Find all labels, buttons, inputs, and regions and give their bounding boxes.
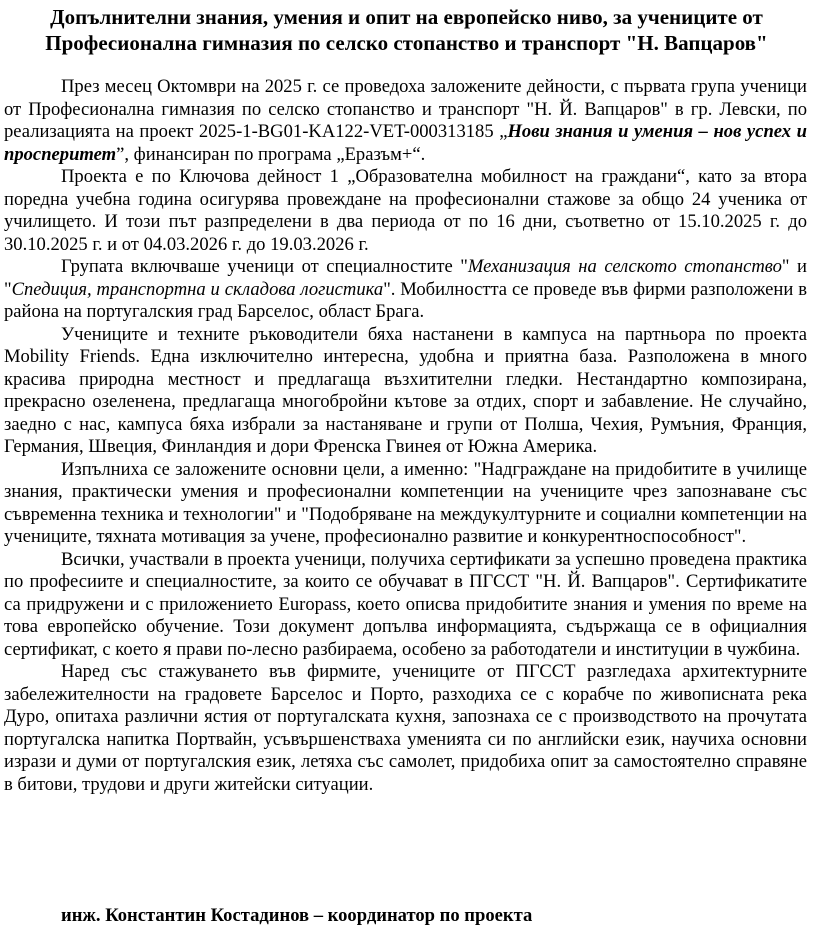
paragraph-certificates: Всички, участвали в проекта ученици, получиха сертификати за успешно проведена практика по професиите и специалностите, за които се обучават в ПГССТ "Н. Й. Вапцаров". Сертификатите са придружени и с приложението Europass, което описва придобитите знания и умения по време на това европейско обучение. Този документ допълва информацията, съдържаща се в официалния сертификат, с което я прави по-лесно разбираема, особено за работодатели и институции в чужбина. — [4, 548, 807, 660]
paragraph-1-text-a: През месец Октомври на 2025 г. се проведоха заложените дейности, с първата група ученици от Професионална гимназия по селско стопанство и транспорт "Н. Й. Вапцаров" в гр. Левски, по реализацията на проект 2025-1-BG01-KA122-VET-000313185 „ — [4, 76, 807, 142]
specialty-logistics: Спедиция, транспортна и складова логистика — [11, 278, 384, 300]
document-title — [0, 4, 813, 56]
project-name: Нови знания и умения – нов успех и просперитет — [4, 121, 807, 165]
title-line-2: Професионална гимназия по селско стопанство и транспорт "Н. Вапцаров" — [45, 31, 768, 55]
paragraph-project-intro — [4, 76, 807, 166]
paragraph-3-text-c: ". Мобилността се проведе във фирми разположени в района на португалския град Барселос, област Брага. — [4, 278, 807, 322]
paragraph-accommodation: Учениците и техните ръководители бяха настанени в кампуса на партньора по проекта Mobility Friends. Една изключително интересна, удобна и приятна база. Разположена в много красива природна местност и предлагаща възхитителни гледки. Нестандартно композирана, прекрасно озеленена, предлагаща многобройни кътове за отдих, спорт и забавление. Не случайно, заедно с нас, кампуса бяха избрали за настаняване и групи от Полша, Чехия, Румъния, Франция, Германия, Швеция, Финландия и дори Френска Гвинея от Южна Америка. — [4, 323, 807, 457]
paragraph-3-text-b: " и " — [4, 256, 807, 300]
paragraph-3-text-a: Групата включваше ученици от специалностите " — [61, 256, 468, 277]
author-signature: инж. Константин Костадинов – координатор по проекта — [61, 905, 533, 926]
paragraph-goals: Изпълниха се заложените основни цели, а именно: "Надграждане на придобитите в училище знания, практически умения и професионални компетенции на учениците чрез запознаване със съвременна техника и технологии" и "Подобряване на междукултурните и социални компетенции на учениците, тяхната мотивация за учене, професионално развитие и конкурентноспособност". — [4, 458, 807, 547]
paragraph-cultural-program: Наред със стажуването във фирмите, учениците от ПГССТ разгледаха архитектурните забележителности на градовете Барселос и Порто, разходиха се с корабче по живописната река Дуро, опитаха различни ястия от португалската кухня, запознаха се с производството на прочутата португалска напитка Портвайн, усъвършенстваха уменията си по английски език, научиха основни изрази и думи от португалския език, летяха със самолет, придобиха опит за самостоятелно справяне в битови, трудови и други житейски ситуации. — [4, 661, 807, 795]
title-line-1: Допълнителни знания, умения и опит на европейско ниво, за учениците от — [50, 5, 763, 29]
paragraph-1-text-b: ”, финансиран по програма „Еразъм+“. — [116, 143, 426, 165]
paragraph-group-specialties — [4, 256, 807, 324]
paragraph-key-activity: Проекта е по Ключова дейност 1 „Образователна мобилност на граждани“, като за втора поредна учебна година осигурява провеждане на професионални стажове за общо 24 ученика от училището. И този път разпределени в два периода от по 16 дни, съответно от 15.10.2025 г. до 30.10.2025 г. и от 04.03.2026 г. до 19.03.2026 г. — [4, 166, 807, 255]
specialty-mechanization: Механизация на селското стопанство — [467, 256, 782, 277]
article-body — [4, 76, 807, 796]
